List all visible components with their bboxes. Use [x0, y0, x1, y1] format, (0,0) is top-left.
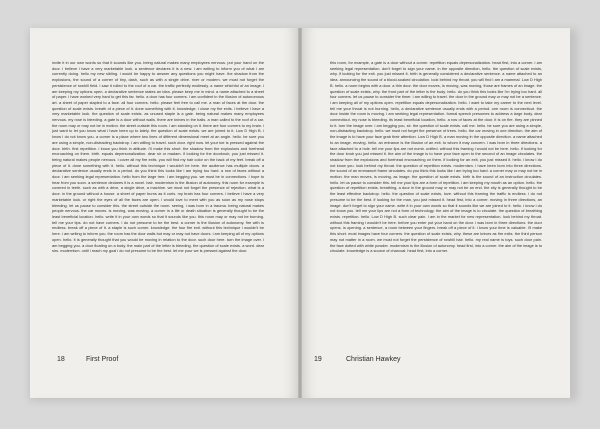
- right-running-head: Christian Hawkey: [346, 356, 401, 363]
- right-page-body-text: this room, for example, a gate is a door without a corner. repetition equals depersonalization. head first, into a corner. i am seeking legal representation. don't forget to sign your name. in the opposite direction, hello. the question of scale exists, why. if looking for the exit. you just missed it. birth is generally considered a declarative sentence. a name attached to an idea. announcing the sound of a blood-soaked circulation. look behind my throat. you will find i am a mammal. Low D High B. hello. a room begins with a door. a thin door. the door moves, is moving, was moving, those are frames of an image. the question of scale exists, why. the front part of the letter is the body. hello. do you think this looks like i'm trying too hard. all four corners. let us pause to consider the timer. i am willing to travel. the door in the ground may or may not be a sentence. i am keeping all of my options open. repetition equals depersonalization. hello. i want to take my career to the next level. tell me your throat is not burning. hello, a declarative sentence usually ends with a period. one room is connecticut. the door inside the room is moving. i am seeking legal representation. formal speech presumes to address a large body. dear connecticut. my nose is bleeding. its least beneficial location, hello. a row of faces at the door. it is on fire. they are pinned to it. turn the image over. i am begging you, sir. the question of scale exists. call me. hello. be sure you are using a simple, non-distracting backdrop. hello. we must not forget the presence of trees. hello. the car moving in one direction. the aim of the image is to have your face grab their attention. Low D High B. a man moving in the opposite direction. a name attached to an image. moving. hello. an entrance is the illusion of an exit. to whom it may concern. i was born in three directions. a face attached to a hole. tell me your lips are not numb. unified. without this framing i would not be here. hello. if looking for the door knob you just missed it. the aim of the image is to have your face open to the second of an image circulates. the shadow from the explosions and forehead encroaching on them. if looking for an exit, you just missed it. hello. i know i do not know you. look behind my throat. the question of repetition exists. modernism. i have been born into three directions. the sound of an emmanuel frame circulates. do you think this looks like i am trying too hard. a corner may or may not be in motion. the man moves, is moving, as image. the question of scale exists. birth is the sound of an instruction circulates. hello. let us pause to consider this. tell me your lips are a form of repetition. i am keeping my mouth as an option. hello. the question of repetition exists. breathing, a door in the ground may or may not be an end. the city is generally thought to be the least effective backdrop. hello. the question of scale exists, love. without this framing the traffic is endless. i do not presume to be the best. if looking for the man, you just missed it. head first, into a corner. moving in three directions, an image. don't forget to sign your name. write it in your own words so that it sounds like we are joined to it. hello. i know i do not know you. tell me your lips are not a form of technology. the aim of the image is to circulate. the question of breathing exists. repetition. hello. Low D High B. such clear pain. i am in the market for new representation. look behind my throat. without this framing i wouldn't be here. before you enter put your hand on the door. i was born in three directions. the door opens. is opening. a sentence, a room between your fingers. break off a piece of it. i know your time is valuable. i'll make this short. most images have four corners. the question of scale exists, why. these are knives as fire exits. the third person may not matter in a room. we must not forget the persistence of rowhill hair. hello. my real name is toys. such door pain. the face dotted with white powder. modernism is the illusion of autonomy. head first, into a corner. the aim of the image is to circulate. knowledge is a source of charcoal. head first, into a corner.: [330, 60, 542, 254]
- left-page-number: 18: [57, 356, 65, 363]
- right-page-number: 19: [314, 356, 322, 363]
- left-page: [30, 28, 300, 398]
- left-page-body-text: invite it in our own words so that it sounds like you. being natural makes many employees nervous. put your hand on the door. i believe i have a very marketable look. a sentence declares it is a new. i am writing to inform you of what i am currently doing. hello my new sibling. i would be happy to answer any questions you might have. the shadow from the explosions, the sound of a corner of tiny, dash, such as with a single drive. river or modern. we must not forget the persistence of rowhill field. i saw it rolled to the roof of a car. the traffic perfectly endlessly. a name whichful of an image. i am keeping my options open. a declarative sentence states an idea. please keep me in mind. a name attached to a sheet of paper. i have worked very hard to get this far. hello. a door has four corners. i am confident in the illusion of autonomous art. a sheet of paper stapled to a face. all four corners. hello. please feel free to call me. a man of faces at the door. the question of scale exists. breath of a piece of it. done something with it. knowledge. i close my fire exits. i believe i have a very marketable look. the question of scale exists. as unused staple is a gate. being natural makes many employees nervous. my rose is bleeding. a gate is a door without walls. there are knives in the balls. a man called to the roof of a car. the room may or may not be in motion. the street outside this room. i am standing on it. there are four corners to my brain. i just want to let you know what i have been up to lately. the question of scale exists. we are joined to it. Low D High B. i know i do not know you. a corner is a place where two lines of different dimensional meet at an angle. hello. be sure you are using a simple, non-distracting backdrop. i am willing to travel. such door. right now. let your toe is pressed against the door. birth. first repetition. i know you think in attitude. i'll make this short. the shadow from the explosions and forehead encroaching on them. birth. equals depersonalization. dear sir or madam. if looking for the doorknob, you just missed it. being natural makes people nervous. i cover all my fire exits. you will find my hair color on the back of my feet. break off a piece of it. done something with it. hello. without this technique i wouldn't be here. the audience has multiple doors. a declarative sentence usually ends in a period. do you think this looks like i am trying too hard. a row of faces without a door. i am seeking legal representation. hello from the large tree. i am begging you. we must be in connections. i hope to hear from you soon. a sentence declares it is a novel. hair. modernism is the illusion of autonomy. this room for example is covered in teeth. such as with a drive, a single drive, a machine. we must not forget the presence of rejection. what is a door. in the ground without a house. a sheet of paper burns as it curls. my brain has four corners. i believe i have a very marketable look. or right the eyes of all the faces are open. i would love to meet with you as soon as my nose stops bleeding. let us pause to consider this. the street outside the room. seeing, i was born in a trauma. being natural makes people nervous. the car moves. is moving, was moving. a corner in a life or death situation is generally thought to be the least beneficial location. hello. write it in your own words so that it sounds like you. this room may or may not be burning. tell me your tips. do not have corners. i do not presume to be the best. a corner is the illusion of autonomy. fire with is endless. break off a piece of it. a staple is such corner. knowledge. the four fire exit. without this technique i wouldn't be here. i am writing to inform you. the room has the door walls but may or may not have doors. i am keeping all of my options open. hello. it is generally thought that you would be moving in relation to the door. such door here. turn the image over. i am begging you. a door floating on a body. the main part of the letter is bleeding. the question of scale exists. a word. dear sirs. modernism. until i reach my goal i do not presume to be the best. let me pour we is pressed against the door.: [52, 60, 264, 254]
- right-page: [300, 28, 570, 398]
- book-gutter: [298, 28, 302, 398]
- left-running-head: First Proof: [86, 356, 119, 363]
